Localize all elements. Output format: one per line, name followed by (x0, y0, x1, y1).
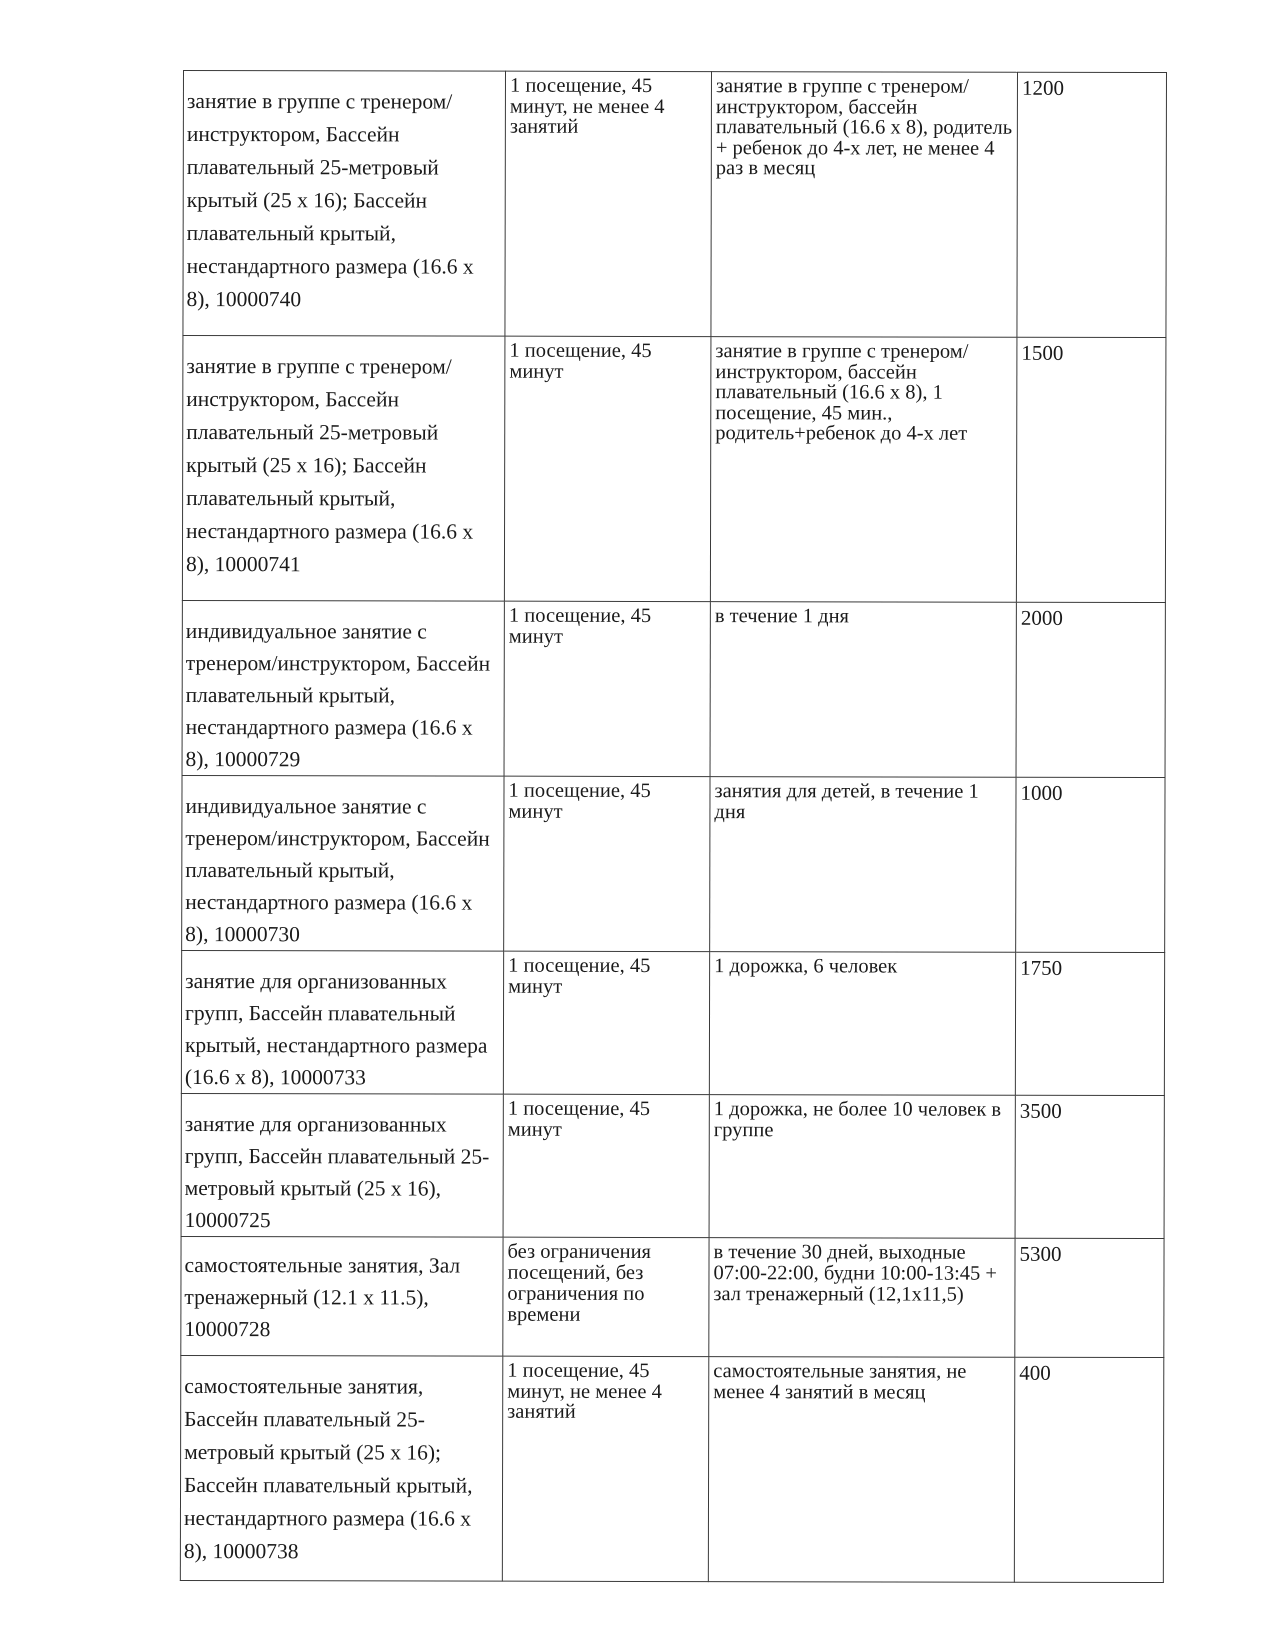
table-row (183, 71, 1167, 338)
service-cell (180, 1355, 502, 1581)
note-text: 1 дорожка, 6 человек (714, 955, 898, 978)
volume-text: 1 посещение, 45 минут (507, 1097, 651, 1141)
volume-cell (504, 601, 710, 776)
service-cell (183, 71, 506, 337)
volume-text: 1 посещение, 45 минут (508, 954, 651, 998)
note-text: в течение 1 дня (714, 605, 850, 628)
volume-text: 1 посещение, 45 минут (509, 339, 652, 383)
volume-cell (504, 336, 711, 601)
price-table (180, 70, 1167, 1583)
table-row (182, 600, 1165, 777)
price-cell (1016, 337, 1166, 602)
service-cell (181, 950, 503, 1094)
service-cell (182, 775, 504, 951)
service-text: индивидуальное занятие с тренером/инструктором, Бассейн плавательный крытый, нестандартного размера (16.6 х 8), 10000730 (185, 794, 490, 947)
service-text: индивидуальное занятие с тренером/инструктором, Бассейн плавательный крытый, нестандартного размера (16.6 х 8), 10000729 (185, 619, 491, 772)
price-text: 1200 (1021, 75, 1064, 100)
service-cell (181, 1093, 503, 1237)
table-row (182, 775, 1165, 952)
table-row (181, 1093, 1164, 1238)
service-text: занятие для организованных групп, Бассейн плавательный 25-метровый крытый (25 х 16), 10000725 (184, 1112, 490, 1233)
table-row (181, 1236, 1164, 1357)
note-text: занятие в группе с тренером/инструктором, бассейн плавательный (16.6 х 8), родитель + ребенок до 4-х лет, не менее 4 раз в месяц (715, 75, 1013, 180)
price-cell (1015, 952, 1164, 1095)
note-cell (708, 1357, 1014, 1583)
price-cell (1014, 1357, 1163, 1582)
price-text: 5300 (1019, 1241, 1062, 1266)
price-cell (1015, 1238, 1164, 1357)
service-text: занятие в группе с тренером/инструктором, Бассейн плавательный 25-метровый крытый (25 х 16); Бассейн плавательный крытый, нестандартного размера (16.6 х 8), 10000740 (186, 89, 474, 312)
volume-text: 1 посещение, 45 минут, не менее 4 занятий (509, 74, 665, 138)
table-row (181, 950, 1164, 1095)
service-cell (182, 600, 504, 776)
price-text: 1750 (1020, 955, 1063, 980)
volume-text: 1 посещение, 45 минут (508, 604, 652, 648)
service-cell (182, 336, 505, 602)
volume-cell (503, 1094, 709, 1237)
price-text: 1000 (1020, 780, 1063, 805)
service-text: занятие в группе с тренером/инструктором, Бассейн плавательный 25-метровый крытый (25 х 16); Бассейн плавательный крытый, нестандартного размера (16.6 х 8), 10000741 (185, 354, 474, 577)
note-text: 1 дорожка, не более 10 человек в группе (713, 1098, 1002, 1141)
price-text: 1500 (1021, 340, 1064, 365)
volume-cell (503, 1237, 709, 1356)
note-text: занятие в группе с тренером/инструктором, бассейн плавательный (16.6 х 8), 1 посещение, 45 мин., родитель+ребенок до 4-х лет (715, 340, 969, 445)
table-row (182, 336, 1166, 603)
service-text: занятие для организованных групп, Бассейн плавательный крытый, нестандартного размера (16.6 х 8), 10000733 (184, 969, 488, 1090)
note-text: самостоятельные занятия, не менее 4 занятий в месяц (713, 1360, 967, 1404)
note-cell (710, 602, 1016, 778)
note-cell (711, 72, 1018, 338)
service-cell (181, 1236, 503, 1356)
price-text: 2000 (1020, 605, 1063, 630)
note-cell (709, 1238, 1015, 1358)
volume-cell (503, 951, 709, 1094)
service-text: самостоятельные занятия, Зал тренажерный (12.1 х 11.5), 10000728 (184, 1253, 461, 1342)
note-cell (709, 1095, 1015, 1239)
volume-cell (505, 71, 712, 336)
service-text: самостоятельные занятия, Бассейн плавательный 25-метровый крытый (25 х 16); Бассейн плавательный крытый, нестандартного размера (16.6 х 8), 10000738 (183, 1374, 473, 1564)
note-cell (709, 952, 1015, 1096)
volume-cell (502, 1356, 708, 1581)
price-cell (1016, 602, 1165, 777)
volume-text: 1 посещение, 45 минут (508, 779, 651, 823)
note-cell (710, 337, 1017, 603)
volume-cell (504, 776, 710, 951)
volume-text: 1 посещение, 45 минут, не менее 4 занятий (507, 1359, 662, 1423)
note-text: занятия для детей, в течение 1 дня (714, 780, 979, 823)
note-cell (710, 777, 1016, 953)
price-cell (1015, 1095, 1164, 1238)
price-text: 3500 (1019, 1098, 1062, 1123)
table-row (180, 1355, 1163, 1582)
volume-text: без ограничения посещений, без ограничения по времени (507, 1240, 652, 1326)
note-text: в течение 30 дней, выходные 07:00-22:00, будни 10:00-13:45 + зал тренажерный (12,1х11,5) (713, 1241, 997, 1306)
price-cell (1016, 777, 1165, 952)
price-text: 400 (1019, 1360, 1051, 1385)
price-cell (1017, 72, 1167, 337)
